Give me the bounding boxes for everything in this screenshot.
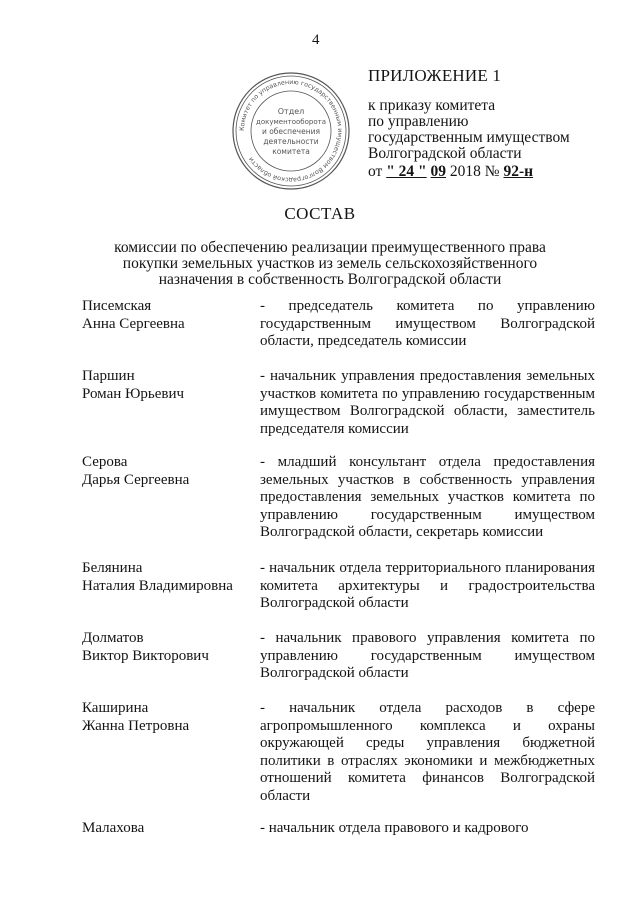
date-prefix: от xyxy=(368,163,383,180)
document-title: СОСТАВ xyxy=(284,204,356,223)
member-surname: Долматов xyxy=(82,630,144,646)
member-given-name: Анна Сергеевна xyxy=(82,315,185,332)
seal-ring-text: Комитет по управлению государственным имуществом Волгоградской области xyxy=(238,78,344,184)
member-name xyxy=(82,454,252,489)
appendix-line: государственным имуществом xyxy=(368,129,570,146)
member-given-name: Жанна Петровна xyxy=(82,717,190,734)
member-name xyxy=(82,820,252,838)
member-role: - младший консультант отдела предоставления земельных участков в собственность управления предоставления земельных участков комитета по управлению государственным имуществом Волгоградской области, секретарь комиссии xyxy=(260,454,595,540)
seal-line: Отдел xyxy=(277,107,305,116)
member-given-name: Виктор Викторович xyxy=(82,647,209,664)
seal-line: и обеспечения xyxy=(261,127,321,136)
seal-line: документооборота xyxy=(256,118,326,126)
member-role: - начальник отдела территориального планирования комитета архитектуры и градостроительства Волгоградской области xyxy=(260,560,595,611)
member-surname: Писемская xyxy=(82,298,152,314)
member-name xyxy=(82,368,252,403)
appendix-line: по управлению xyxy=(368,113,469,130)
date-month: 09 xyxy=(430,163,447,180)
member-name xyxy=(82,700,252,735)
appendix-block xyxy=(368,68,608,180)
appendix-line: к приказу комитета xyxy=(368,97,496,114)
member-surname: Серова xyxy=(82,454,128,470)
member-role: - начальник управления предоставления земельных участков комитета по управлению государственным имуществом Волгоградской области, заместитель председателя комиссии xyxy=(260,368,595,437)
member-surname: Паршин xyxy=(82,368,135,384)
member-role: - начальник отдела правового и кадрового xyxy=(260,820,529,836)
member-surname: Малахова xyxy=(82,820,145,836)
document-subtitle: комиссии по обеспечению реализации преимущественного права покупки земельных участков из земель сельскохозяйственного назначения в собственность Волгоградской области xyxy=(114,239,546,288)
order-date xyxy=(368,164,608,180)
seal-graphic xyxy=(230,70,352,192)
appendix-line: Волгоградской области xyxy=(368,145,522,162)
member-role: - председатель комитета по управлению государственным имуществом Волгоградской области, председатель комиссии xyxy=(260,298,595,349)
member-surname: Каширина xyxy=(82,700,149,716)
date-day: " 24 " xyxy=(386,163,427,180)
date-year-number-label: 2018 № xyxy=(449,163,500,180)
member-name xyxy=(82,560,252,595)
member-given-name: Дарья Сергеевна xyxy=(82,471,190,488)
member-name xyxy=(82,630,252,665)
page-number: 4 xyxy=(312,32,320,48)
member-role: - начальник отдела расходов в сфере агропромышленного комплекса и охраны окружающей среды управления бюджетной политики в отраслях экономики и межбюджетных отношений комитета финансов Волгоградской области xyxy=(260,700,595,804)
member-surname: Белянина xyxy=(82,560,143,576)
order-number: 92-н xyxy=(503,163,534,180)
member-name xyxy=(82,298,252,333)
appendix-title: ПРИЛОЖЕНИЕ 1 xyxy=(368,66,502,85)
stamp-seal xyxy=(230,70,352,192)
member-given-name: Наталия Владимировна xyxy=(82,577,233,594)
member-given-name: Роман Юрьевич xyxy=(82,385,185,402)
member-role: - начальник правового управления комитета по управлению государственным имуществом Волгоградской области xyxy=(260,630,595,681)
seal-line: деятельности xyxy=(263,137,319,146)
seal-line: комитета xyxy=(272,147,310,156)
